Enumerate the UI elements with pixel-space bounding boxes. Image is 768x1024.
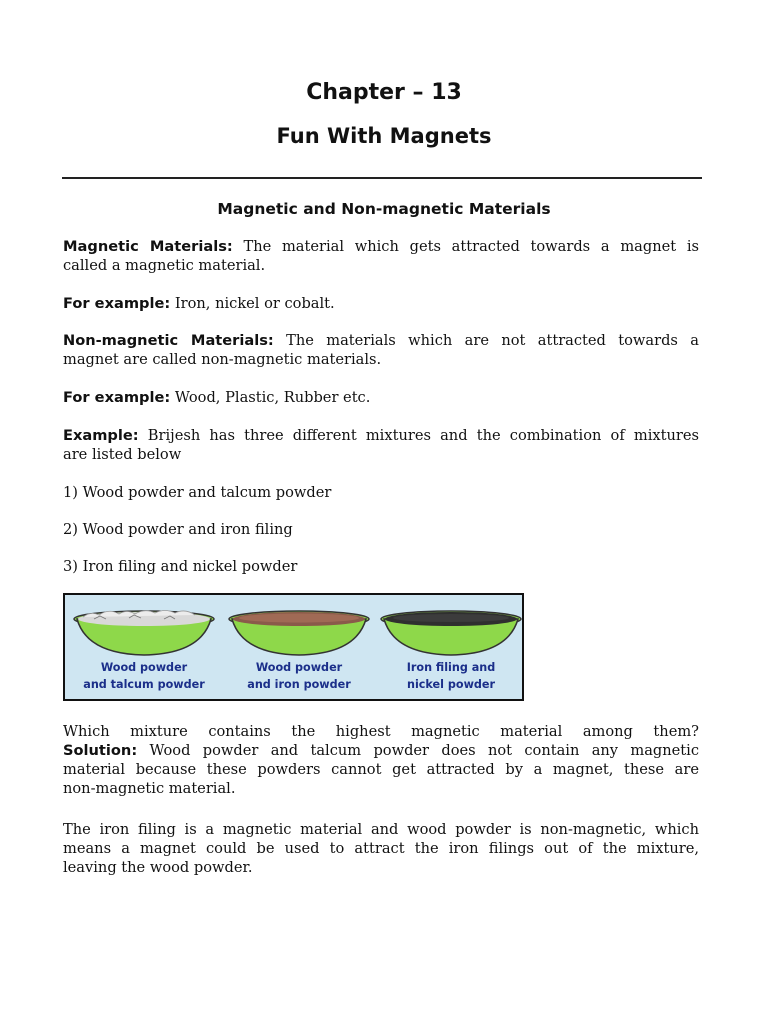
bowl-wood-iron — [224, 599, 374, 699]
bowl-caption — [224, 659, 374, 693]
non-magnetic-example-text: Wood, Plastic, Rubber etc. — [174, 389, 371, 406]
solution-label: Solution: — [63, 742, 138, 759]
bowl-icon — [224, 599, 374, 659]
non-magnetic-materials-label: Non-magnetic Materials: — [63, 332, 274, 349]
non-magnetic-materials-line-1 — [63, 331, 699, 350]
bowl-caption — [69, 659, 219, 693]
magnetic-materials-text-2: called a magnetic material. — [63, 257, 266, 274]
magnetic-materials-text-1: The material which gets attracted towards a magnet is — [243, 238, 700, 255]
mixtures-figure — [63, 593, 524, 701]
bowl-caption-line-2: and iron powder — [247, 678, 351, 691]
bowl-caption-line-2: nickel powder — [406, 678, 496, 691]
example-paragraph — [63, 426, 699, 464]
question-and-solution — [63, 722, 699, 798]
iron-text-1: The iron filing is a magnetic material and wood powder is non-magnetic, which — [63, 821, 699, 838]
chapter-title: Chapter – 13 — [306, 80, 462, 105]
non-magnetic-materials-definition — [63, 331, 699, 369]
bowl-caption-line-1: Wood powder — [255, 661, 343, 674]
chapter-subtitle: Fun With Magnets — [276, 124, 492, 148]
list-item: 3) Iron filing and nickel powder — [63, 558, 298, 575]
iron-filing-paragraph — [63, 820, 699, 877]
title-divider — [62, 177, 702, 179]
solution-text-2: material because these powders cannot get attracted by a magnet, these are — [63, 761, 699, 778]
bowl-caption-line-2: and talcum powder — [83, 678, 205, 691]
non-magnetic-example-label: For example: — [63, 389, 171, 406]
example-label: Example: — [63, 427, 139, 444]
example-text-2: are listed below — [63, 446, 182, 463]
bowl-iron-nickel — [376, 599, 526, 699]
bowl-wood-talcum — [69, 599, 219, 699]
non-magnetic-materials-text-2: magnet are called non-magnetic materials. — [63, 351, 382, 368]
magnetic-materials-definition — [63, 237, 699, 275]
bowl-caption — [376, 659, 526, 693]
magnetic-materials-line-1 — [63, 237, 699, 256]
magnetic-example — [63, 294, 699, 313]
non-magnetic-materials-text-1: The materials which are not attracted towards a — [286, 332, 699, 349]
non-magnetic-example — [63, 388, 699, 407]
bowl-caption-line-1: Iron filing and — [406, 661, 496, 674]
list-item: 1) Wood powder and talcum powder — [63, 484, 332, 501]
iron-text-2: means a magnet could be used to attract the iron filings out of the mixture, — [63, 840, 699, 857]
solution-line-1 — [63, 741, 699, 760]
magnetic-materials-label: Magnetic Materials: — [63, 238, 233, 255]
magnetic-example-label: For example: — [63, 295, 171, 312]
question-text: Which mixture contains the highest magnetic material among them? — [63, 723, 699, 740]
solution-text-1: Wood powder and talcum powder does not contain any magnetic — [149, 742, 699, 759]
example-text-1: Brijesh has three different mixtures and the combination of mixtures — [147, 427, 699, 444]
iron-text-3: leaving the wood powder. — [63, 859, 253, 876]
solution-text-3: non-magnetic material. — [63, 780, 236, 797]
bowl-icon — [376, 599, 526, 659]
bowl-icon — [69, 599, 219, 659]
section-title: Magnetic and Non-magnetic Materials — [217, 200, 551, 218]
example-line-1 — [63, 426, 699, 445]
list-item: 2) Wood powder and iron filing — [63, 521, 293, 538]
magnetic-example-text: Iron, nickel or cobalt. — [174, 295, 335, 312]
bowl-caption-line-1: Wood powder — [100, 661, 188, 674]
